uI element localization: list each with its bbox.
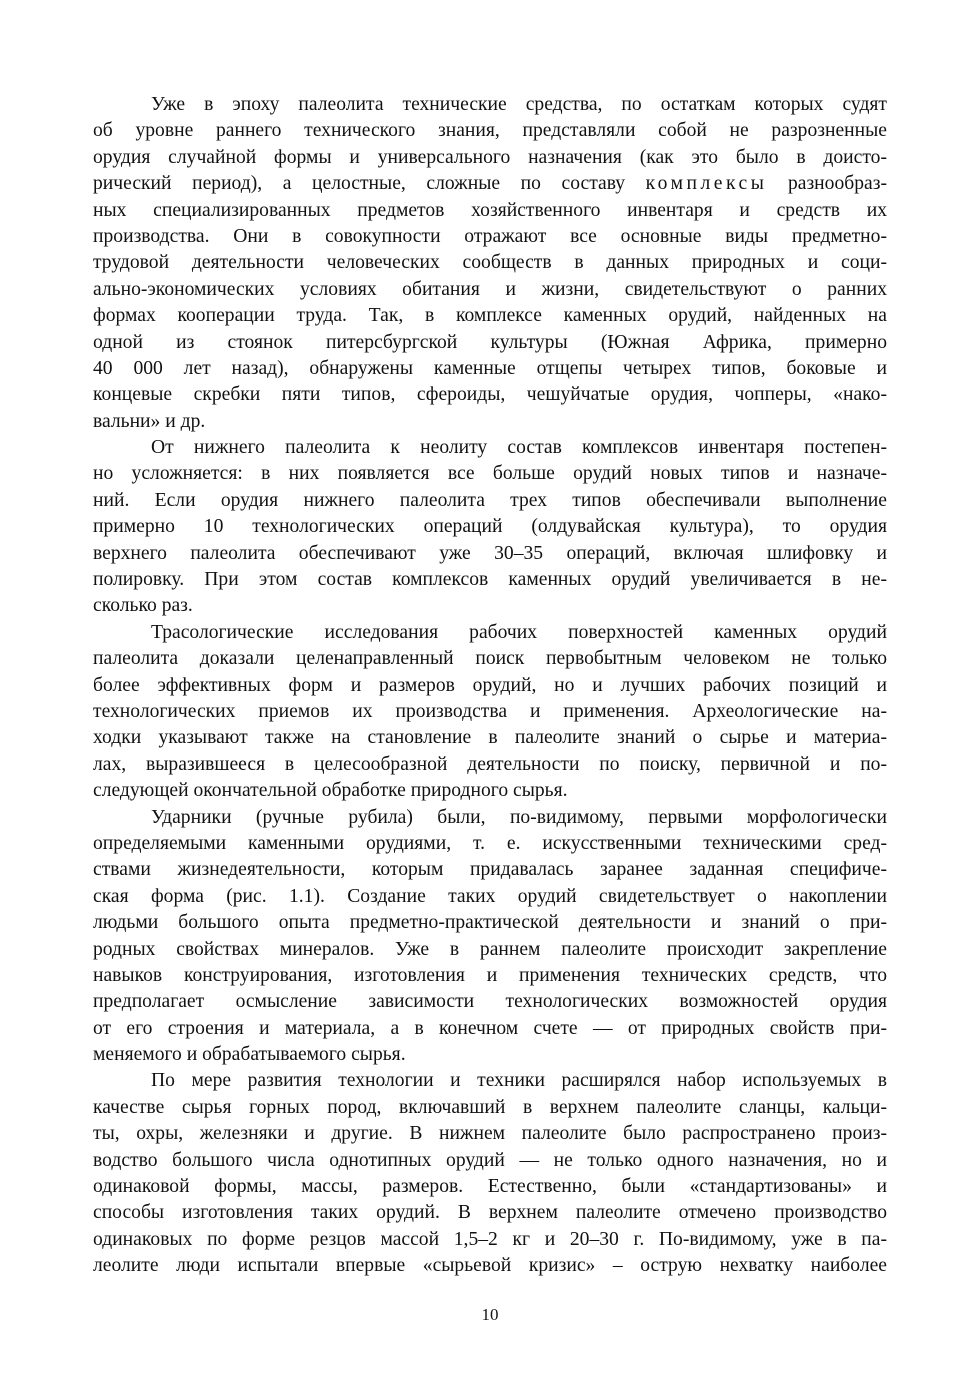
text-line: леолите люди испытали впервые «сырьевой кризис» – острую нехватку наиболее [93,1255,887,1277]
text-line: меняемого и обрабатываемого сырья. [93,1044,406,1066]
text-line: вальни» и др. [93,410,206,432]
text-line: определяемыми каменными орудиями, т. е. искусственными техническими сред- [93,832,887,854]
text-line: Уже в эпоху палеолита технические средства, по остаткам которых судят [151,94,887,115]
text-line: сколько раз. [93,595,193,617]
text-line: следующей окончательной обработке природного сырья. [93,780,568,802]
text-line: полировку. При этом состав комплексов каменных орудий увеличивается в не- [93,569,887,591]
text-line: 40 000 лет назад), обнаружены каменные отщепы четырех типов, боковые и [93,357,887,379]
page-number: 10 [481,1305,499,1324]
text-line: ская форма (рис. 1.1). Создание таких орудий свидетельствует о накоплении [93,885,887,907]
text-line: концевые скребки пяти типов, сфероиды, чешуйчатые орудия, чопперы, «нако- [93,384,887,406]
text-line: ты, охры, железняки и другие. В нижнем палеолите было распространено произ- [93,1123,887,1145]
paragraph [93,805,887,1069]
text-line: формах кооперации труда. Так, в комплексе каменных орудий, найденных на [93,305,887,327]
text-line: ных специализированных предметов хозяйственного инвентаря и средств их [93,199,887,221]
emphasized-term: комплексы [645,173,768,195]
paragraph [93,92,887,435]
text-line: от его строения и материала, а в конечном счете — от природных свойств при- [93,1017,887,1039]
text-line: предполагает осмысление зависимости технологических возможностей орудия [93,991,887,1013]
text-line: более эффективных форм и размеров орудий, но и лучших рабочих позиций и [93,674,887,696]
text-line: одинаковой формы, массы, размеров. Естественно, были «стандартизованы» и [93,1176,887,1198]
text-line: верхнего палеолита обеспечивают уже 30–35 операций, включая шлифовку и [93,542,887,564]
text-line [93,171,887,197]
text-line: ний. Если орудия нижнего палеолита трех типов обеспечивали выполнение [93,489,887,511]
text-line: трудовой деятельности человеческих сообществ в данных природных и соци- [93,252,887,274]
text-line: водство большого числа однотипных орудий — не только одного назначения, но и [93,1149,887,1171]
text-line: ходки указывают также на становление в палеолите знаний о сырье и материа- [93,727,887,749]
text-line: родных свойствах минералов. Уже в раннем палеолите происходит закрепление [93,938,887,960]
text-line: Трасологические исследования рабочих поверхностей каменных орудий [151,621,887,643]
text-line: но усложняется: в них появляется все больше орудий новых типов и назначе- [93,463,887,485]
text-line: одинаковых по форме резцов массой 1,5–2 кг и 20–30 г. По-видимому, уже в па- [93,1228,887,1250]
text-line: Ударники (ручные рубила) были, по-видимому, первыми морфологически [151,806,887,828]
text-line: По мере развития технологии и техники расширялся набор используемых в [151,1070,887,1092]
text-line: качестве сырья горных пород, включавший в верхнем палеолите сланцы, кальци- [93,1096,887,1118]
text-line: примерно 10 технологических операций (олдувайская культура), то орудия [93,516,887,538]
document-body [93,92,887,1280]
text-line: об уровне раннего технического знания, представляли собой не разрозненные [93,120,887,142]
text-segment: разнообраз- [767,173,887,195]
text-line: производства. Они в совокупности отражают все основные виды предметно- [93,225,887,247]
text-line: ствами жизнедеятельности, которым придавалась заранее заданная специфиче- [93,859,887,881]
text-segment: рический период), а целостные, сложные по составу [93,173,646,195]
text-line: людьми большого опыта предметно-практической деятельности и знаний о при- [93,912,887,934]
paragraph [93,1068,887,1279]
paragraph [93,435,887,620]
paragraph [93,620,887,805]
text-line: одной из стоянок питерсбургской культуры (Южная Африка, примерно [93,331,887,353]
text-line: способы изготовления таких орудий. В верхнем палеолите отмечено производство [93,1202,887,1224]
text-line: палеолита доказали целенаправленный поиск первобытным человеком не только [93,648,887,670]
text-line: лах, выразившееся в целесообразной деятельности по поиску, первичной и по- [93,753,887,775]
text-line: От нижнего палеолита к неолиту состав комплексов инвентаря постепен- [151,437,887,459]
text-line: навыков конструирования, изготовления и применения технических средств, что [93,964,887,986]
text-line: орудия случайной формы и универсального назначения (как это было в доисто- [93,146,887,168]
text-line: технологических приемов их производства и применения. Археологические на- [93,700,887,722]
text-line: ально-экономических условиях обитания и жизни, свидетельствуют о ранних [93,278,887,300]
